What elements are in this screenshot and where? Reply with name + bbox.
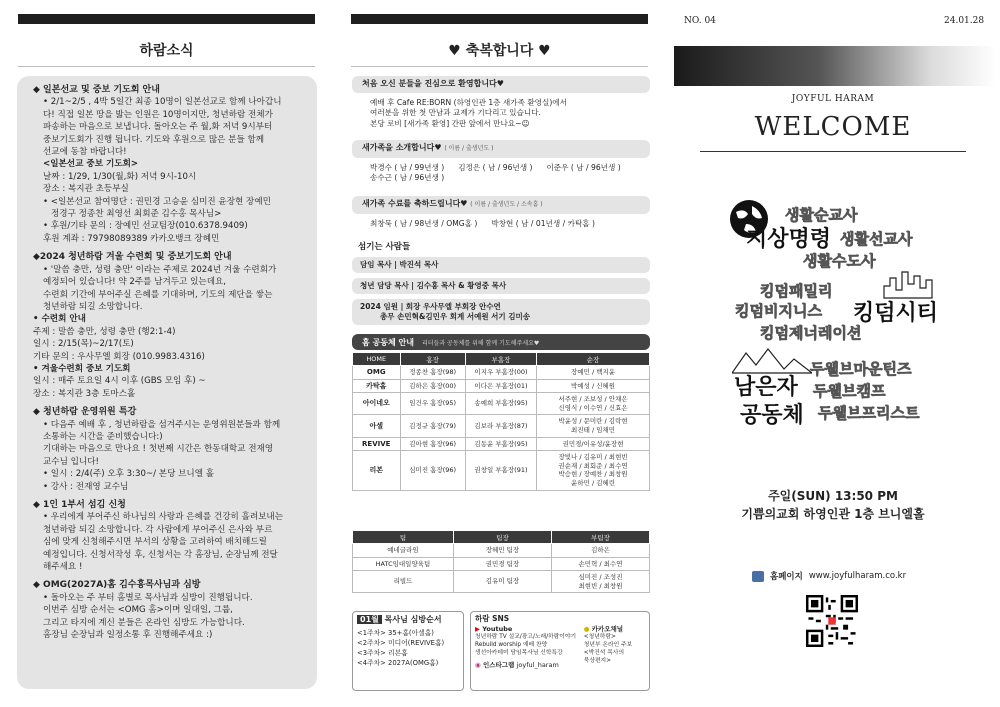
table-cell: 리본 — [353, 451, 401, 490]
table-cell: 박예성 / 신혜원 — [537, 379, 650, 393]
news-line: • 2/1~2/5 , 4박 5일간 최종 10명이 일본선교로 함께 나아갑니 — [43, 97, 282, 108]
table-cell: 장빛나 / 김유미 / 최현빈 권순재 / 최회준 / 최수연 박승현 / 장예찬 / 최창원 윤하민 / 김혜린 — [537, 451, 650, 490]
table-cell: 박윤성 / 문미란 / 김락현 최진태 / 임채민 — [537, 415, 650, 437]
kakao-icon: ● — [583, 625, 590, 633]
table-cell: 권민경/이유성/윤장현 — [537, 437, 650, 451]
motto-word: 생활순교사 — [785, 206, 858, 224]
news-section-heading: ◆ 일본선교 및 중보 기도회 안내 — [33, 85, 160, 95]
visit-schedule-box — [352, 611, 464, 691]
heading-text: 목사님 심방순서 — [384, 615, 442, 624]
text-line: 여러분을 위한 첫 만남과 교제가 기다리고 있습니다. — [370, 108, 541, 117]
first-visit-text — [352, 93, 650, 130]
youtube-line: 생선아카데미 담임목사님 신학특강 — [475, 650, 563, 656]
news-line: 기타 문의 : 우사무엘 회장 (010.9983.4316) — [33, 351, 205, 362]
visit-week: <4주차> 2027A(OMG홈) — [357, 659, 439, 667]
servant-row: 담임 목사 | 박진석 목사 — [352, 257, 650, 273]
column-header: HOME — [353, 353, 401, 366]
news-line: 날짜 : 1/29, 1/30(월,화) 저녁 9시-10시 — [43, 171, 197, 182]
person: 김정은 ( 남 / 96년생 ) — [458, 162, 533, 172]
news-line: 정경구 정종찬 최영선 최회준 김수홍 목사님> — [51, 209, 222, 220]
service-info — [666, 487, 1000, 523]
news-section-heading: ◆ 1인 1부서 섬김 신청 — [33, 500, 126, 510]
kakao-block[interactable] — [584, 625, 645, 669]
news-line: • 우리에게 부어주신 하나님의 사랑과 은혜를 건강히 흘려보내는 — [43, 512, 284, 523]
news-line: 교수님 입니다! — [43, 456, 99, 467]
table-row — [353, 451, 650, 490]
news-box — [17, 76, 317, 689]
officers-line: 총무 손민혁&김민우 회계 서예원 서기 김미송 — [380, 312, 531, 321]
person: 최창묵 ( 남 / 98년생 / OMG홈 ) — [370, 218, 478, 228]
table-cell: REVIVE — [353, 437, 401, 451]
table-cell: 김유미 팀장 — [453, 571, 551, 593]
team-table — [352, 530, 650, 593]
kakao-line: <박진석 목사의 — [583, 650, 625, 656]
news-line: • <일본선교 참여명단 : 권민경 고승윤 심미진 윤장현 장예민 — [43, 196, 271, 207]
person: 송수근 ( 남 / 96년생 ) — [370, 173, 445, 182]
youtube-line: Rebuild worship 예배 찬양 — [475, 642, 548, 648]
visit-week: <2주차> 미디어(REVIVE홈) — [357, 639, 445, 647]
motto-word: 킹덤패밀리 — [760, 282, 833, 300]
person: 이준우 ( 남 / 96년생 ) — [546, 162, 621, 172]
motto-word-main: 지상명령 — [746, 227, 832, 252]
news-section-heading: ◆2024 청년하람 겨울 수련회 및 중보기도회 안내 — [33, 252, 232, 263]
top-bar — [351, 14, 648, 24]
table-header — [353, 353, 650, 366]
news-line: 이번주 심방 순서는 <OMG 홈>이며 일대일, 그룹, — [43, 605, 233, 616]
completion-section — [352, 196, 650, 229]
title-underline — [351, 66, 648, 67]
heading-text: 홈 공동체 안내 — [362, 338, 414, 347]
sns-heading: 하람 SNS — [475, 614, 510, 623]
kakao-line: <청년하람> — [583, 634, 616, 640]
first-visit-heading: 처음 오신 분들을 진심으로 환영합니다♥ — [352, 76, 650, 93]
news-line: • 겨울수련회 중보 기도회 — [33, 363, 131, 374]
table-cell: 리빌드 — [353, 571, 454, 593]
news-line: • 돌아오는 주 부터 홈별로 목사님과 심방이 진행됩니다. — [43, 592, 253, 603]
news-line: • 다음주 예배 후 , 청년하람을 섬겨주시는 운영위원분들과 함께 — [43, 419, 281, 430]
news-section-heading: ◆ 청년하람 운영위원 특강 — [33, 407, 137, 418]
table-cell: 송예희 부홈장(95) — [465, 393, 536, 415]
news-line: 다! 직접 일본 땅을 밟는 인원은 10명이지만, 청년하람 전체가 — [43, 109, 273, 120]
table-cell: 김하은 — [551, 544, 649, 558]
heading-note: ( 이름 / 출생년도 ) — [444, 145, 494, 152]
news-line: 일시 : 2/15(목)~2/17(토) — [33, 339, 134, 350]
table-cell: 김동윤 부홈장(95) — [465, 437, 536, 451]
news-section — [33, 499, 307, 573]
visit-week: <3주차> 리본홈 — [357, 649, 408, 657]
motto-word-main: 남은자 — [734, 375, 798, 400]
table-cell: 정종찬 홈장(98) — [400, 366, 465, 380]
motto-word: 두웰브프리스트 — [818, 404, 920, 422]
table-header — [353, 531, 650, 544]
news-line: 수련회 기간에 부어주실 은혜를 기대하며, 기도의 제단을 쌓는 — [43, 289, 273, 300]
news-line: 기대하는 마음으로 만나요 ! 첫번째 시간은 한동대학교 전재영 — [43, 444, 274, 455]
news-line: 파송하는 마음으로 보냅니다. 돌아오는 주 월,화 저녁 9시부터 — [43, 122, 273, 133]
table-cell: 임건우 홈장(95) — [400, 393, 465, 415]
news-line: 청년하람 되길 소망합니다. 각 사람에게 부어주신 은사와 부르 — [43, 524, 273, 535]
instagram-label: 인스타그램 — [482, 661, 515, 669]
news-line: 청년하람 되길 소망합니다. — [43, 301, 143, 312]
table-row — [353, 379, 650, 393]
kakao-line: 청년부 온라인 주보 — [583, 642, 633, 648]
table-cell: 권창일 부홈장(91) — [465, 451, 536, 490]
instagram-block[interactable] — [475, 661, 578, 669]
news-section-heading: ◆ OMG(2027A)홈 김수홍목사님과 심방 — [33, 580, 201, 591]
table-cell: 이다은 부홈장(01) — [465, 379, 536, 393]
home-table — [352, 352, 650, 491]
news-line: <일본선교 중보 기도회> — [43, 159, 139, 170]
sns-box — [470, 611, 650, 691]
news-line: 그리고 타지에 계신 분들은 온라인 심방도 가능합니다. — [43, 617, 245, 628]
table-cell: 서주현 / 조보성 / 안채은 신영식 / 이수연 / 신효은 — [537, 393, 650, 415]
news-line: 선교에 동참 바랍니다! — [43, 147, 127, 158]
youtube-label: Youtube — [482, 625, 513, 633]
table-cell: 손민혁 / 최수연 — [551, 557, 649, 571]
person: 박경수 ( 남 / 99년생 ) — [370, 162, 445, 172]
news-section — [33, 406, 307, 493]
table-cell: 권민경 팀장 — [453, 557, 551, 571]
column-header: 홈장 — [400, 353, 465, 366]
table-cell: 김보라 부홈장(87) — [465, 415, 536, 437]
issue-date: 24.01.28 — [944, 16, 985, 26]
table-row — [353, 366, 650, 380]
new-family-section — [352, 140, 650, 184]
text-line: 본당 로비 [새가족 환영] 간판 앞에서 만나요~☺ — [370, 118, 530, 128]
column-header: 팀 — [353, 531, 454, 544]
table-cell: 김정규 홈장(79) — [400, 415, 465, 437]
heading-note: 리더들과 공동체를 위해 함께 기도해주세요♥ — [421, 340, 540, 347]
motto-word: 생활선교사 — [840, 230, 913, 248]
table-row — [353, 437, 650, 451]
first-visit-section — [352, 76, 650, 129]
service-place: 기쁨의교회 하영인관 1층 브니엘홀 — [741, 507, 925, 521]
new-family-heading — [352, 140, 650, 158]
news-line: 중보기도회가 진행 됩니다. 기도와 후원으로 많은 분들 함께 — [43, 134, 265, 145]
homepage-link[interactable] — [752, 570, 906, 582]
welcome-title: WELCOME — [754, 112, 912, 142]
instagram-id: joyful_haram — [516, 661, 559, 669]
homepage-label: 홈페이지 — [770, 572, 803, 582]
visit-heading — [357, 615, 459, 625]
table-cell: 아이네오 — [353, 393, 401, 415]
news-line: 해주세요 ! — [43, 562, 83, 573]
news-line: 일시 : 매주 토요일 4시 이후 (GBS 모임 후) ~ — [33, 376, 206, 387]
servants-title: 섬기는 사람들 — [358, 242, 411, 252]
table-row — [353, 393, 650, 415]
youtube-icon: ▶ — [475, 625, 480, 633]
motto-word-main: 킹덤시티 — [853, 301, 939, 326]
news-line: • '말씀 충만, 성령 충만' 이라는 주제로 2024년 겨울 수련회가 — [43, 264, 277, 275]
heading-text: 새가족 수료를 축하드립니다♥ — [362, 199, 468, 208]
home-community-title — [352, 334, 650, 350]
homepage-url: www.joyfulharam.co.kr — [808, 571, 907, 581]
news-line: • 후원/기타 문의 : 장예민 선교팀장(010.6378.9409) — [43, 221, 248, 232]
new-family-list — [352, 158, 650, 184]
news-line: 예정되어 있습니다! 약 2주를 남겨두고 있는데요, — [43, 277, 227, 288]
news-line: 홈장님 순장님과 일정소통 후 진행해주세요 :) — [43, 630, 213, 641]
table-cell: 이지우 부홈장(00) — [465, 366, 536, 380]
title-underline — [18, 66, 315, 67]
homepage-icon — [752, 571, 764, 582]
qr-code-icon[interactable] — [806, 595, 858, 647]
instagram-icon: ◉ — [475, 661, 481, 669]
table-row — [353, 415, 650, 437]
completion-list — [352, 214, 650, 230]
table-cell: 심미진 홈장(96) — [400, 451, 465, 490]
kakao-line: 묵상편지> — [583, 658, 612, 664]
table-cell: 심미진 / 조성진 최현빈 / 최창원 — [551, 571, 649, 593]
table-cell: 장혜민 팀장 — [453, 544, 551, 558]
news-line: 소통하는 시간을 준비했습니다:) — [43, 431, 163, 442]
welcome-underline — [700, 151, 966, 152]
news-line: 심에 맞게 신청해주시면 부서의 상황을 고려하여 배치해드릴 — [43, 537, 267, 548]
heading-text: 새가족을 소개합니다♥ — [362, 143, 442, 152]
visit-week: <1주차> 35+홈(아셀홈) — [357, 629, 434, 637]
officers-line: 2024 임원 | 회장 우사무엘 부회장 안수연 — [360, 302, 501, 311]
text-line: 예배 후 Cafe RE:BORN (하영인관 1층 새가족 환영실)에서 — [370, 97, 567, 107]
visit-month: 01월 — [357, 615, 382, 624]
table-cell: 장예민 / 백지윤 — [537, 366, 650, 380]
table-cell: OMG — [353, 366, 401, 380]
news-section — [33, 84, 307, 245]
top-bar — [18, 14, 315, 24]
servant-row: 청년 담당 목사 | 김수홍 목사 & 황영중 목사 — [352, 278, 650, 294]
column-header: 팀장 — [453, 531, 551, 544]
table-cell: 예네글라임 — [353, 544, 454, 558]
table-cell: 김아현 홈장(96) — [400, 437, 465, 451]
issue-number: NO. 04 — [684, 16, 716, 26]
news-line: 장소 : 복지관 초등부실 — [43, 184, 129, 195]
news-line: • 일시 : 2/4(주) 오후 3:30~/ 본당 브니엘 홀 — [43, 469, 215, 480]
completion-heading — [352, 196, 650, 214]
servant-row-officers — [352, 299, 650, 325]
service-time: 주일(SUN) 13:50 PM — [768, 489, 898, 503]
header-gradient — [674, 46, 996, 86]
table-cell: 카탁홈 — [353, 379, 401, 393]
subtitle: JOYFUL HARAM — [791, 94, 875, 104]
kakao-label: 카카오채널 — [591, 625, 624, 633]
news-section — [33, 251, 307, 400]
news-line: 주제 : 말씀 충만, 성령 충만 (행2:1-4) — [33, 326, 176, 337]
table-row — [353, 571, 650, 593]
table-row — [353, 557, 650, 571]
news-title: 하람소식 — [139, 43, 194, 59]
column-header: 부팀장 — [551, 531, 649, 544]
column-header: 부홈장 — [465, 353, 536, 366]
motto-word: 킹덤비지니스 — [735, 302, 822, 320]
table-cell: 아셀 — [353, 415, 401, 437]
table-cell: 김하은 홈장(00) — [400, 379, 465, 393]
motto-word: 두웰브마운틴즈 — [810, 360, 912, 378]
news-line: 장소 : 복지관 3층 토마스홀 — [33, 388, 136, 399]
news-line: • 강사 : 전재영 교수님 — [43, 481, 129, 492]
news-line: 후원 계좌 : 79798089389 카카오뱅크 장혜민 — [43, 233, 220, 244]
news-section — [33, 579, 307, 641]
table-row — [353, 544, 650, 558]
youtube-line: 청년하람 TV 설교/광고/노래/하람이야기 — [475, 634, 577, 640]
motto-word: 생활수도사 — [803, 252, 876, 270]
column-header: 순장 — [537, 353, 650, 366]
news-line: • 수련회 안내 — [33, 314, 86, 325]
heading-note: ( 이름 / 출생년도 / 소속홈 ) — [470, 201, 543, 208]
motto-word: 킹덤제너레이션 — [760, 324, 862, 342]
table-cell: HATC임대일양육팀 — [353, 557, 454, 571]
youtube-block[interactable] — [475, 625, 578, 669]
news-line: 예정입니다. 신청서작성 후, 신청서는 각 홈장님, 순장님께 전달 — [43, 549, 278, 560]
blessing-title: ♥ 축복합니다 ♥ — [448, 43, 551, 59]
motto-word-main: 공동체 — [740, 403, 804, 428]
motto-word: 두웰브캠프 — [813, 382, 886, 400]
person: 박창현 ( 남 / 01년생 / 카탁홈 ) — [491, 218, 595, 228]
